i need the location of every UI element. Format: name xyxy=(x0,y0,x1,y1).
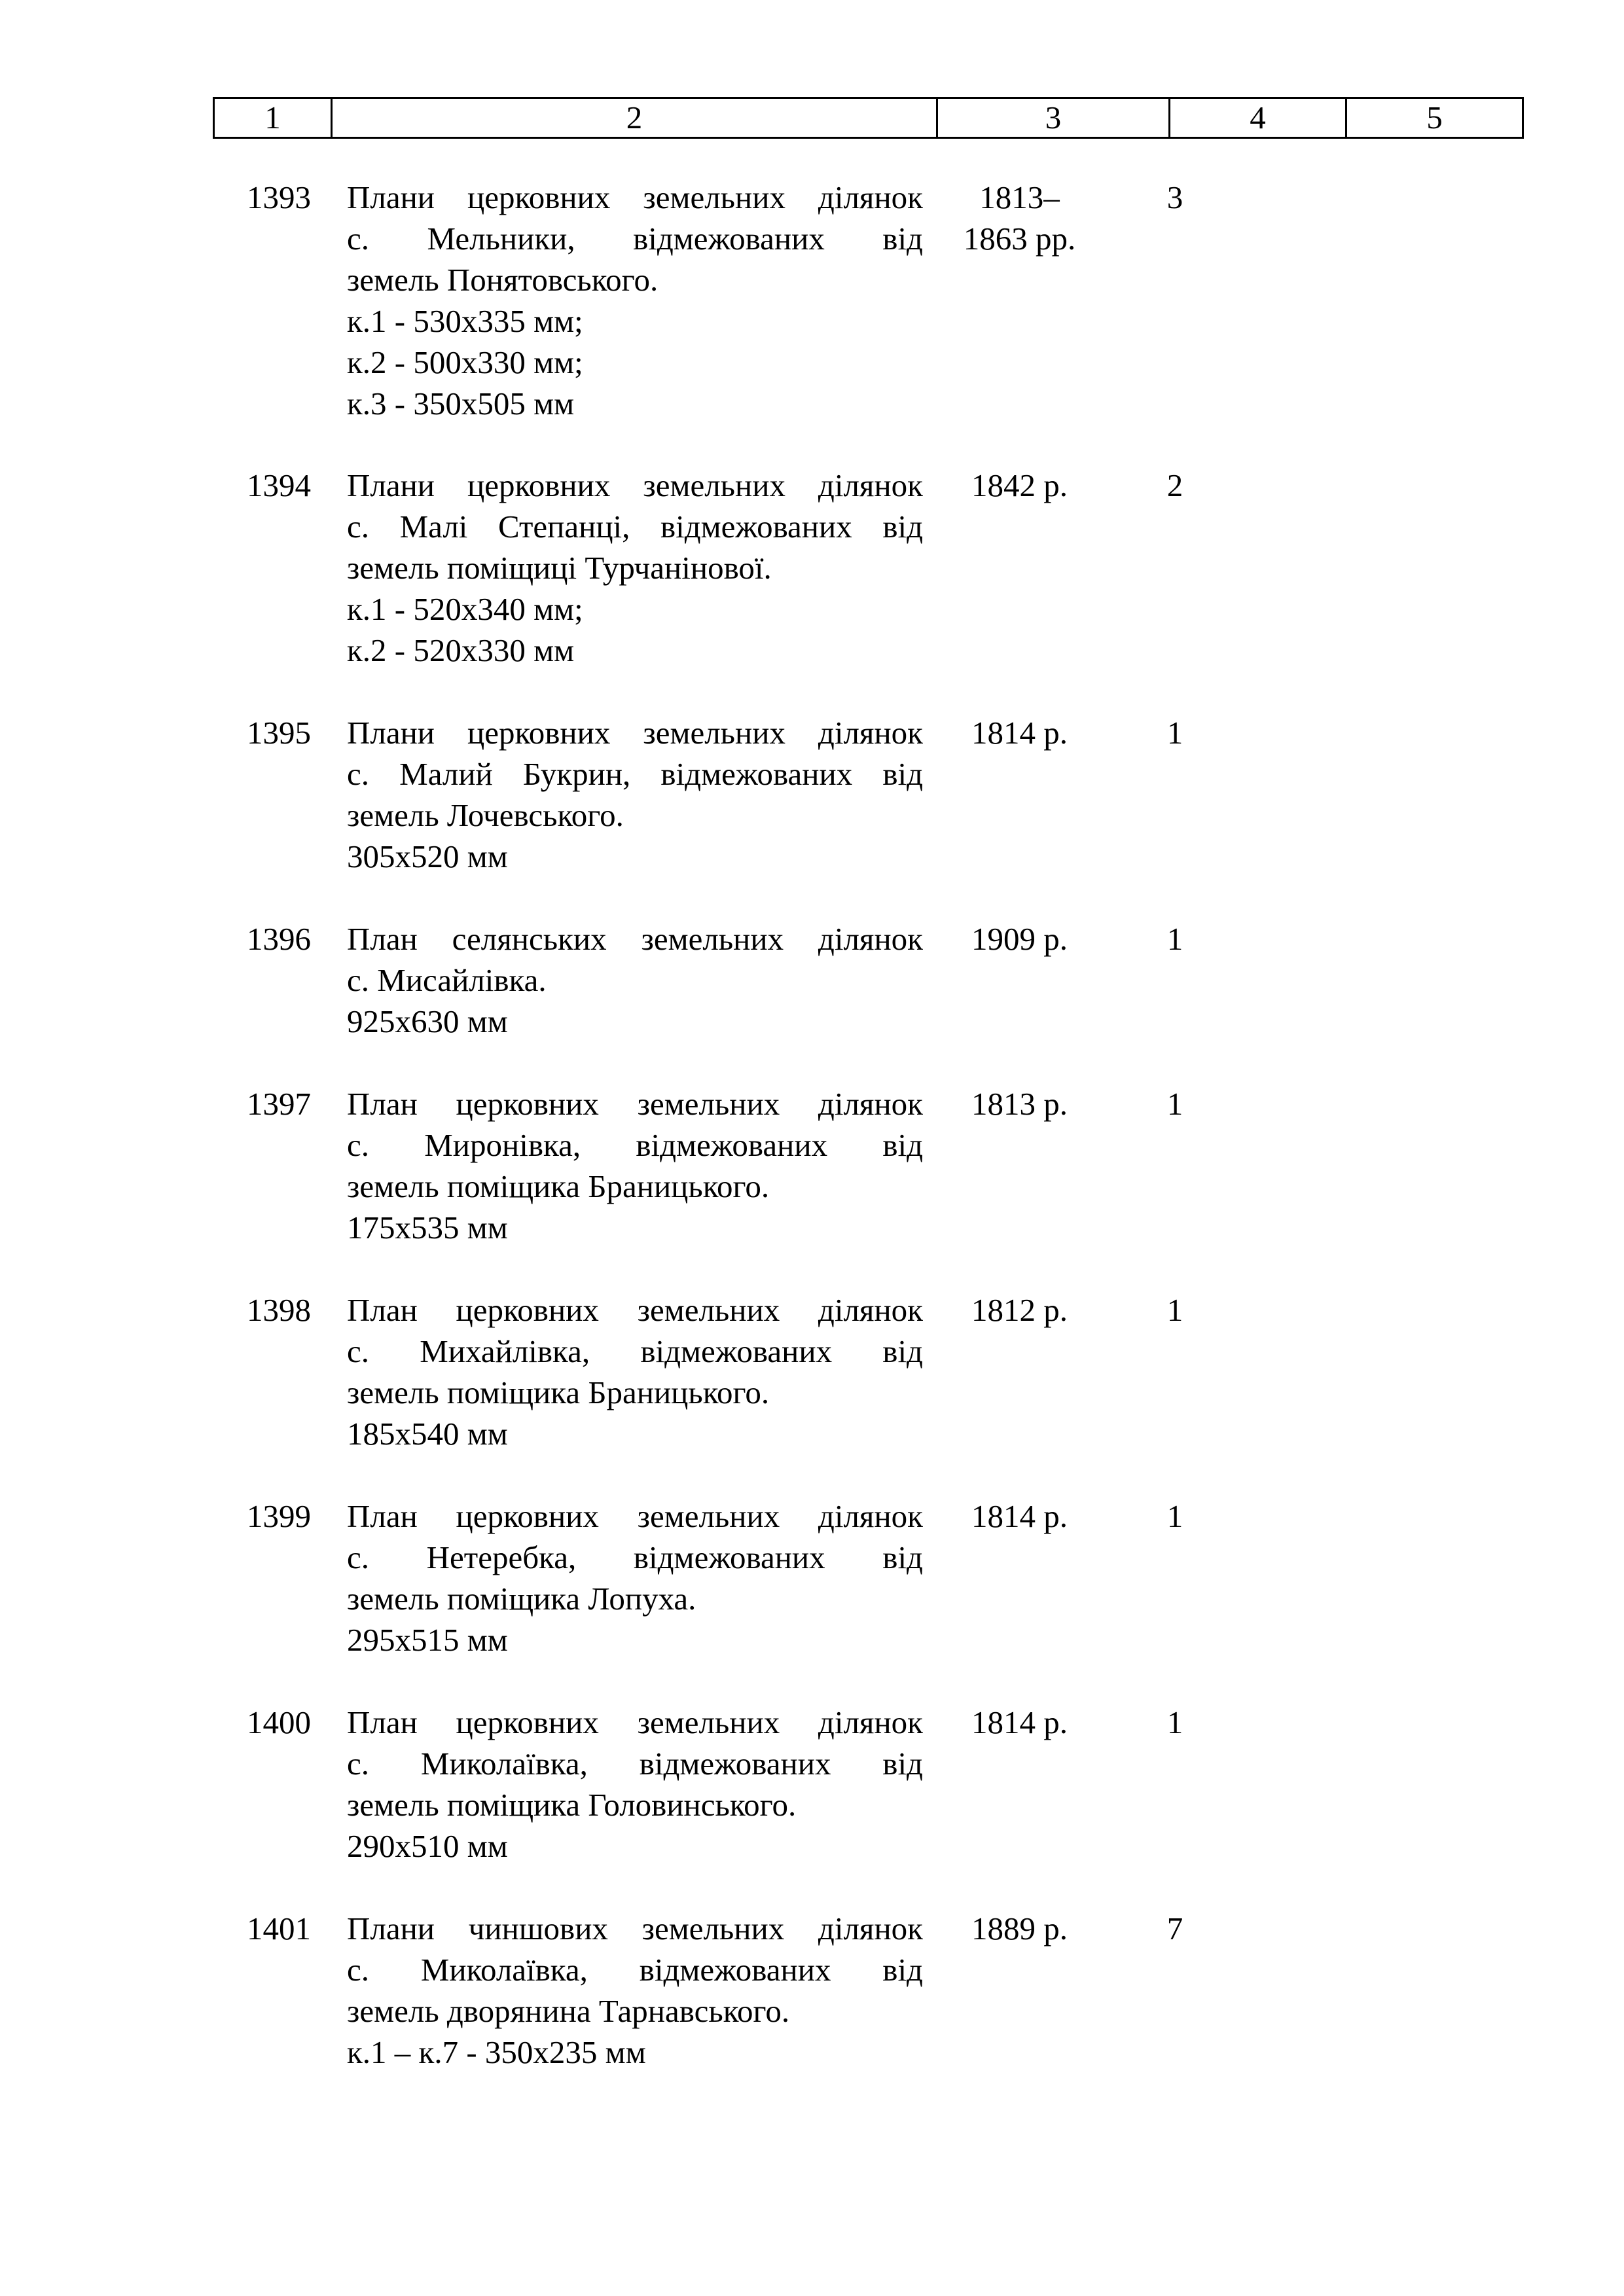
description-line: План церковних земельних ділянок xyxy=(347,1086,923,1122)
description-line: к.1 – к.7 - 350х235 мм xyxy=(347,2034,646,2070)
description-line: земель поміщиці Турчанінової. xyxy=(347,550,772,586)
entry-row xyxy=(213,1496,1522,1702)
column-header-row xyxy=(214,98,1523,138)
entries-list xyxy=(213,177,1522,2114)
description-line: с. Мельники, відмежованих від xyxy=(347,221,923,257)
date-line: 1909 р. xyxy=(971,921,1068,957)
entry-count: 1 xyxy=(1166,1086,1183,1122)
entry-row xyxy=(213,712,1522,918)
description-line: с. Миколаївка, відмежованих від xyxy=(347,1746,923,1782)
entry-description xyxy=(347,712,923,877)
entry-date xyxy=(939,712,1100,753)
description-line: с. Миронівка, відмежованих від xyxy=(347,1127,923,1163)
entry-count: 1 xyxy=(1166,1498,1183,1534)
description-line: План церковних земельних ділянок xyxy=(347,1498,923,1534)
date-line: 1863 рр. xyxy=(963,221,1076,257)
column-header-2: 2 xyxy=(332,98,937,138)
description-line: к.2 - 500х330 мм; xyxy=(347,344,583,380)
description-line: Плани чиншових земельних ділянок xyxy=(347,1910,923,1946)
description-line: к.3 - 350х505 мм xyxy=(347,386,575,422)
description-line: с. Михайлівка, відмежованих від xyxy=(347,1333,923,1369)
entry-description xyxy=(347,918,923,1042)
entry-number: 1400 xyxy=(247,1704,311,1740)
entry-date xyxy=(939,1702,1100,1743)
entry-number: 1398 xyxy=(247,1292,311,1328)
date-line: 1889 р. xyxy=(971,1910,1068,1946)
description-line: 305х520 мм xyxy=(347,838,508,874)
entry-row xyxy=(213,1702,1522,1908)
entry-number: 1401 xyxy=(247,1910,311,1946)
entry-description xyxy=(347,465,923,671)
entry-row xyxy=(213,1908,1522,2114)
entry-description xyxy=(347,1083,923,1248)
description-line: с. Нетеребка, відмежованих від xyxy=(347,1539,923,1575)
date-line: 1814 р. xyxy=(971,1704,1068,1740)
entry-row xyxy=(213,1289,1522,1496)
description-line: земель поміщика Лопуха. xyxy=(347,1581,696,1617)
description-line: 295х515 мм xyxy=(347,1622,508,1658)
entry-row xyxy=(213,177,1522,465)
description-line: к.1 - 520х340 мм; xyxy=(347,591,583,627)
entry-number: 1394 xyxy=(247,467,311,503)
description-line: земель поміщика Головинського. xyxy=(347,1787,797,1823)
description-line: План селянських земельних ділянок xyxy=(347,921,923,957)
description-line: Плани церковних земельних ділянок xyxy=(347,179,923,215)
description-line: 925х630 мм xyxy=(347,1003,508,1039)
column-header-4: 4 xyxy=(1170,98,1346,138)
entry-number: 1399 xyxy=(247,1498,311,1534)
description-line: 175х535 мм xyxy=(347,1210,508,1246)
entry-date xyxy=(939,465,1100,506)
entry-number: 1393 xyxy=(247,179,311,215)
entry-description xyxy=(347,1289,923,1454)
entry-count: 1 xyxy=(1166,921,1183,957)
description-line: План церковних земельних ділянок xyxy=(347,1292,923,1328)
entry-description xyxy=(347,177,923,424)
entry-count: 1 xyxy=(1166,1704,1183,1740)
description-line: 185х540 мм xyxy=(347,1416,508,1452)
entry-count: 2 xyxy=(1166,467,1183,503)
date-line: 1842 р. xyxy=(971,467,1068,503)
entry-date xyxy=(939,1083,1100,1124)
description-line: земель Понятовського. xyxy=(347,262,659,298)
entry-row xyxy=(213,1083,1522,1289)
description-line: к.2 - 520х330 мм xyxy=(347,632,575,668)
description-line: с. Малі Степанці, відмежованих від xyxy=(347,509,923,545)
entry-date xyxy=(939,1289,1100,1331)
entry-date xyxy=(939,177,1100,259)
entry-row xyxy=(213,465,1522,712)
entry-number: 1396 xyxy=(247,921,311,957)
description-line: земель Лочевського. xyxy=(347,797,624,833)
entry-count: 1 xyxy=(1166,715,1183,751)
date-line: 1812 р. xyxy=(971,1292,1068,1328)
description-line: 290х510 мм xyxy=(347,1828,508,1864)
entry-description xyxy=(347,1702,923,1867)
date-line: 1813– xyxy=(979,179,1060,215)
column-header-3: 3 xyxy=(937,98,1170,138)
entry-description xyxy=(347,1496,923,1660)
description-line: к.1 - 530х335 мм; xyxy=(347,303,583,339)
description-line: Плани церковних земельних ділянок xyxy=(347,467,923,503)
entry-row xyxy=(213,918,1522,1083)
description-line: земель поміщика Браницького. xyxy=(347,1374,770,1410)
description-line: Плани церковних земельних ділянок xyxy=(347,715,923,751)
description-line: с. Мисайлівка. xyxy=(347,962,547,998)
description-line: земель дворянина Тарнавського. xyxy=(347,1993,790,2029)
description-line: с. Миколаївка, відмежованих від xyxy=(347,1952,923,1988)
entry-date xyxy=(939,918,1100,960)
column-header-5: 5 xyxy=(1346,98,1523,138)
entry-description xyxy=(347,1908,923,2073)
column-header-table xyxy=(213,97,1524,139)
date-line: 1814 р. xyxy=(971,715,1068,751)
description-line: земель поміщика Браницького. xyxy=(347,1168,770,1204)
description-line: с. Малий Букрин, відмежованих від xyxy=(347,756,923,792)
entry-count: 1 xyxy=(1166,1292,1183,1328)
description-line: План церковних земельних ділянок xyxy=(347,1704,923,1740)
column-header-1: 1 xyxy=(214,98,332,138)
date-line: 1813 р. xyxy=(971,1086,1068,1122)
entry-number: 1395 xyxy=(247,715,311,751)
date-line: 1814 р. xyxy=(971,1498,1068,1534)
entry-date xyxy=(939,1496,1100,1537)
entry-date xyxy=(939,1908,1100,1949)
entry-number: 1397 xyxy=(247,1086,311,1122)
entry-count: 3 xyxy=(1166,179,1183,215)
entry-count: 7 xyxy=(1166,1910,1183,1946)
